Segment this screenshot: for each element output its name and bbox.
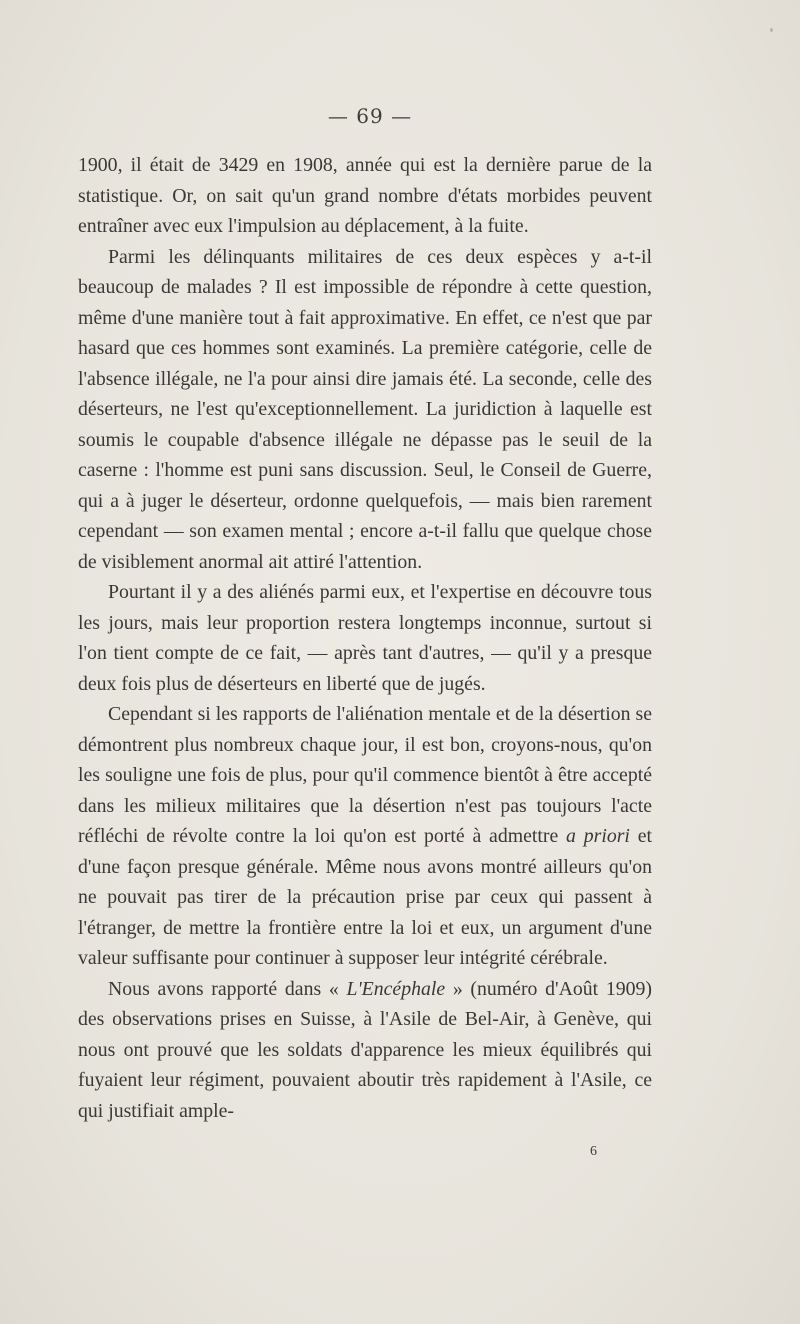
page-number: — 69 — (327, 104, 413, 128)
paragraph-4-text-end: et d'une façon presque générale. Même nous avons montré ailleurs qu'on ne pouvait pas tirer de la précaution prise par ceux qui passent à l'étranger, de mettre la frontière entre la loi et eux, un argument d'une valeur suffisante pour continuer à supposer leur intégrité cérébrale. (78, 825, 652, 969)
paragraph-5-text-end: » (numéro d'Août 1909) des observations prises en Suisse, à l'Asile de Bel-Air, à Genève, qui nous ont prouvé que les soldats d'apparence les mieux équilibrés qui fuyaient leur régiment, pouvaient aboutir très rapidement à l'Asile, ce qui justifiait ample- (78, 977, 652, 1122)
paragraph-5-journal-title: L'Encéphale (346, 977, 446, 1000)
paragraph-2: Parmi les délinquants militaires de ces deux espèces y a-t-il beaucoup de malades ? Il est impossible de répondre à cette question, même d'une manière tout à fait approximative. En effet, ce n'est que par hasard que ces hommes sont examinés. La première catégorie, celle de l'absence illégale, ne l'a pour ainsi dire jamais été. La seconde, celle des déserteurs, ne l'est qu'exceptionnellement. La juridiction à laquelle est soumis le coupable d'absence illégale ne dépasse pas le seuil de la caserne : l'homme est puni sans discussion. Seul, le Conseil de Guerre, qui a à juger le déserteur, ordonne quelquefois, — mais bien rarement cependant — son examen mental ; encore a-t-il fallu que quelque chose de visiblement anormal ait attiré l'attention. (78, 245, 652, 573)
paragraph-4 (78, 699, 652, 974)
paragraph-5 (78, 974, 652, 1127)
signature-mark: 6 (590, 1144, 597, 1159)
paragraph-5-text-start: Nous avons rapporté dans « (108, 977, 347, 1000)
body-text (78, 150, 652, 1126)
paragraph-1: 1900, il était de 3429 en 1908, année qui est la dernière parue de la statistique. Or, on sait qu'un grand nombre d'états morbides peuvent entraîner avec eux l'impulsion au déplacement, à la fuite. (78, 154, 652, 237)
paragraph-4-text-start: Cependant si les rapports de l'aliénation mentale et de la désertion se démontrent plus nombreux chaque jour, il est bon, croyons-nous, qu'on les souligne une fois de plus, pour qu'il commence bientôt à être accepté dans les milieux militaires que la désertion n'est pas toujours l'acte réfléchi de révolte contre la loi qu'on est porté à admettre (78, 703, 652, 847)
paper-speck (770, 28, 773, 32)
paragraph-4-italic-phrase: a priori (566, 825, 630, 847)
paragraph-3: Pourtant il y a des aliénés parmi eux, et l'expertise en découvre tous les jours, mais leur proportion restera longtemps inconnue, surtout si l'on tient compte de ce fait, — après tant d'autres, — qu'il y a presque deux fois plus de déserteurs en liberté que de jugés. (78, 581, 652, 695)
